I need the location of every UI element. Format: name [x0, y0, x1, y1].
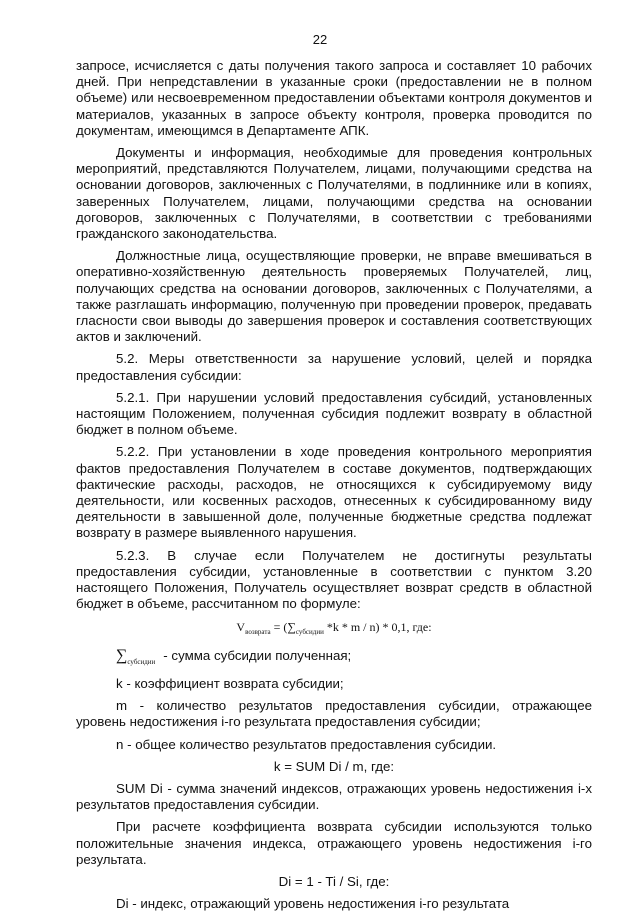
formula-sigma: ∑: [287, 619, 296, 634]
section-heading-5-2: 5.2. Меры ответственности за нарушение условий, целей и порядка предоставления субсидии:: [76, 351, 592, 383]
definition-sigma: [76, 648, 592, 670]
formula-rest: *k * m / n) * 0,1, где:: [323, 619, 432, 634]
formula-eq: = (: [270, 619, 288, 634]
return-formula: [76, 619, 592, 640]
paragraph-5-2-3: 5.2.3. В случае если Получателем не достигнуты результаты предоставления субсидии, установленные в соответствии с пунктом 3.20 настоящего Положения, Получатель осуществляет возврат средств в областной бюджет в объеме, рассчитанном по формуле:: [76, 547, 592, 612]
paragraph: При расчете коэффициента возврата субсидии используются только положительные значения индекса, отражающего уровень недостижения i-го результата.: [76, 819, 592, 867]
sigma-definition-text: - сумма субсидии полученная;: [163, 647, 352, 663]
di-formula: Di = 1 - Ti / Si, где:: [278, 873, 390, 889]
definition-n: n - общее количество результатов предоставления субсидии.: [116, 736, 497, 752]
document-body: [76, 58, 592, 918]
page-number: 22: [312, 32, 328, 47]
definition-di: Di - индекс, отражающий уровень недостижения i-го результата: [116, 896, 510, 912]
paragraph: Документы и информация, необходимые для проведения контрольных мероприятий, представляются Получателем, лицами, получающими средства на основании договоров, заключенных с Получателями, в подлиннике или в копиях, заверенных Получателем, лицами, получающими средства на основании договоров, заключенных с Получателями, в соответствии с требованиями гражданского законодательства.: [76, 145, 592, 242]
paragraph-5-2-1: 5.2.1. При нарушении условий предоставления субсидий, установленных настоящим Положением, полученная субсидия подлежит возврату в областной бюджет в полном объеме.: [76, 389, 592, 438]
paragraph-5-2-2: 5.2.2. При установлении в ходе проведения контрольного мероприятия фактов предоставления Получателем в составе документов, подтверждающих фактические расходы, расходов, не относящихся к субсидируемому виду деятельности, или косвенных расходов, отнесенных к субсидированному виду деятельности в завышенной доле, полученные бюджетные средства подлежат возврату в размере выявленного нарушения.: [76, 444, 592, 541]
formula-v: V: [236, 619, 246, 634]
definition-m: m - количество результатов предоставления субсидии, отражающее уровень недостижения i-го результата предоставления субсидии;: [76, 698, 592, 730]
formula-v-subscript: возврата: [245, 627, 271, 636]
k-formula: k = SUM Di / m, где:: [273, 758, 395, 774]
sigma-symbol: ∑: [116, 646, 128, 664]
sigma-subscript: субсидии: [127, 657, 156, 666]
formula-sigma-subscript: субсидии: [295, 627, 324, 636]
definition-k: k - коэффициент возврата субсидии;: [116, 675, 344, 691]
paragraph: запросе, исчисляется с даты получения такого запроса и составляет 10 рабочих дней. При непредставлении в указанные сроки (предоставлении не в полном объеме) или несвоевременном предоставлении объектами контроля документов и материалов, указанных в запросе объекту контроля, проверка проводится по документам, имеющимся в Департаменте АПК.: [76, 58, 592, 138]
definition-sum-di: SUM Di - сумма значений индексов, отражающих уровень недостижения i-х результатов предоставления субсидии.: [76, 780, 592, 813]
paragraph: Должностные лица, осуществляющие проверки, не вправе вмешиваться в оперативно-хозяйственную деятельность проверяемых Получателей, лиц, получающих средства на основании договоров, заключенных с Получателями, а также разглашать информацию, полученную при проведении проверок, предавать гласности свои выводы до завершения проверок и составления соответствующих актов и заключений.: [76, 248, 592, 345]
